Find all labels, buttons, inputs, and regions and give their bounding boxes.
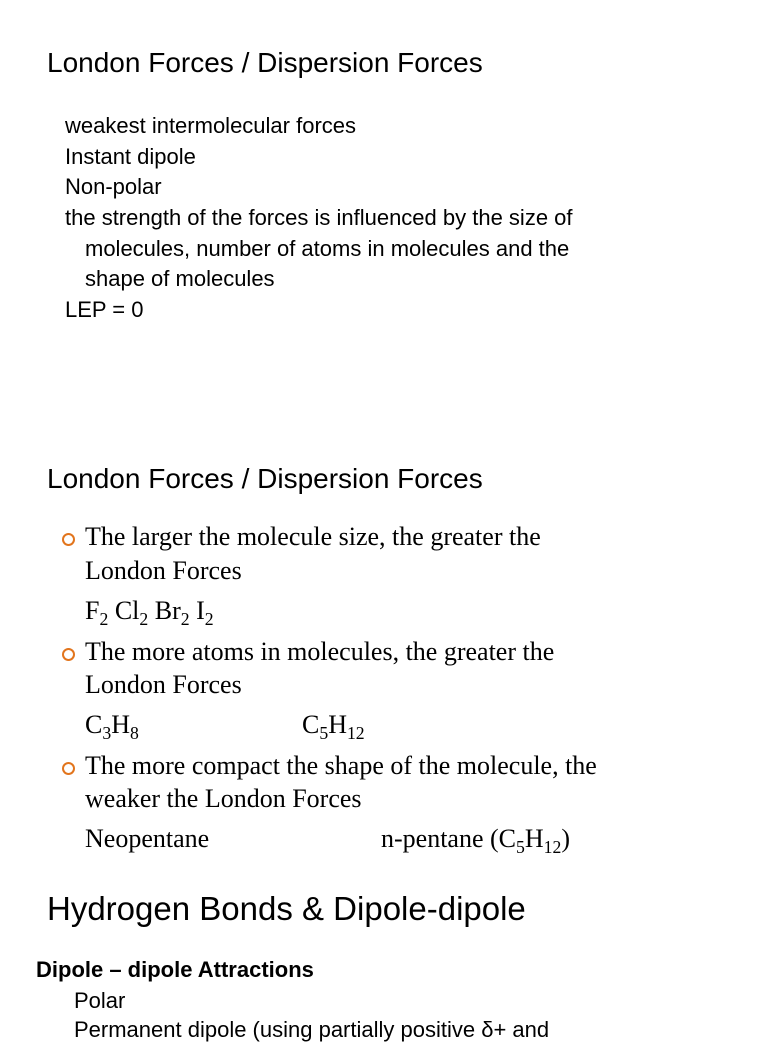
- slide1-line-1: weakest intermolecular forces: [65, 113, 357, 138]
- slide2-title: London Forces / Dispersion Forces: [47, 463, 483, 494]
- formula-i2: $I_2$: [196, 596, 214, 630]
- slide1-line-2: Instant dipole: [65, 144, 196, 169]
- slide3-line-1: Polar: [74, 988, 126, 1013]
- neopentane-label: Neopentane: [85, 824, 210, 853]
- bullet-3-icon: [62, 762, 75, 775]
- slide1-line-3: Non-polar: [65, 174, 162, 199]
- slide1-title: London Forces / Dispersion Forces: [47, 47, 483, 78]
- bullet-3-line-1: The more compact the shape of the molecule, the: [85, 751, 597, 780]
- formula-cl2: $Cl_2$: [114, 596, 149, 630]
- slide1-line-4: the strength of the forces is influenced by the size of: [65, 205, 573, 230]
- bullet-2-line-2: London Forces: [85, 670, 242, 699]
- formula-pentane: $C_5H_{12}$: [302, 710, 365, 744]
- formula-f2: $F_2$: [85, 596, 109, 630]
- bullet-2-line-1: The more atoms in molecules, the greater the: [85, 637, 555, 666]
- formula-propane: $C_3H_8$: [85, 710, 139, 744]
- bullet-1-line-2: London Forces: [85, 556, 242, 585]
- bullet-2-icon: [62, 648, 75, 661]
- halogen-formulas: [85, 596, 214, 630]
- formula-br2: $Br_2$: [154, 596, 190, 630]
- slide1-line-5: molecules, number of atoms in molecules and the: [85, 236, 570, 261]
- bullet-1-icon: [62, 533, 75, 546]
- bullet-1-line-1: The larger the molecule size, the greater the: [85, 522, 541, 551]
- npentane-label: n-pentane $(C_5H_{12})$: [381, 824, 570, 858]
- slide1-line-6: shape of molecules: [85, 266, 275, 291]
- slide3-line-2: Permanent dipole (using partially positive δ+ and: [74, 1017, 550, 1042]
- slide1-line-7: LEP = 0: [65, 297, 144, 322]
- bullet-3-line-2: weaker the London Forces: [85, 784, 362, 813]
- slide3-subtitle: Dipole – dipole Attractions: [36, 957, 314, 982]
- slide3-title: Hydrogen Bonds & Dipole-dipole: [47, 890, 526, 927]
